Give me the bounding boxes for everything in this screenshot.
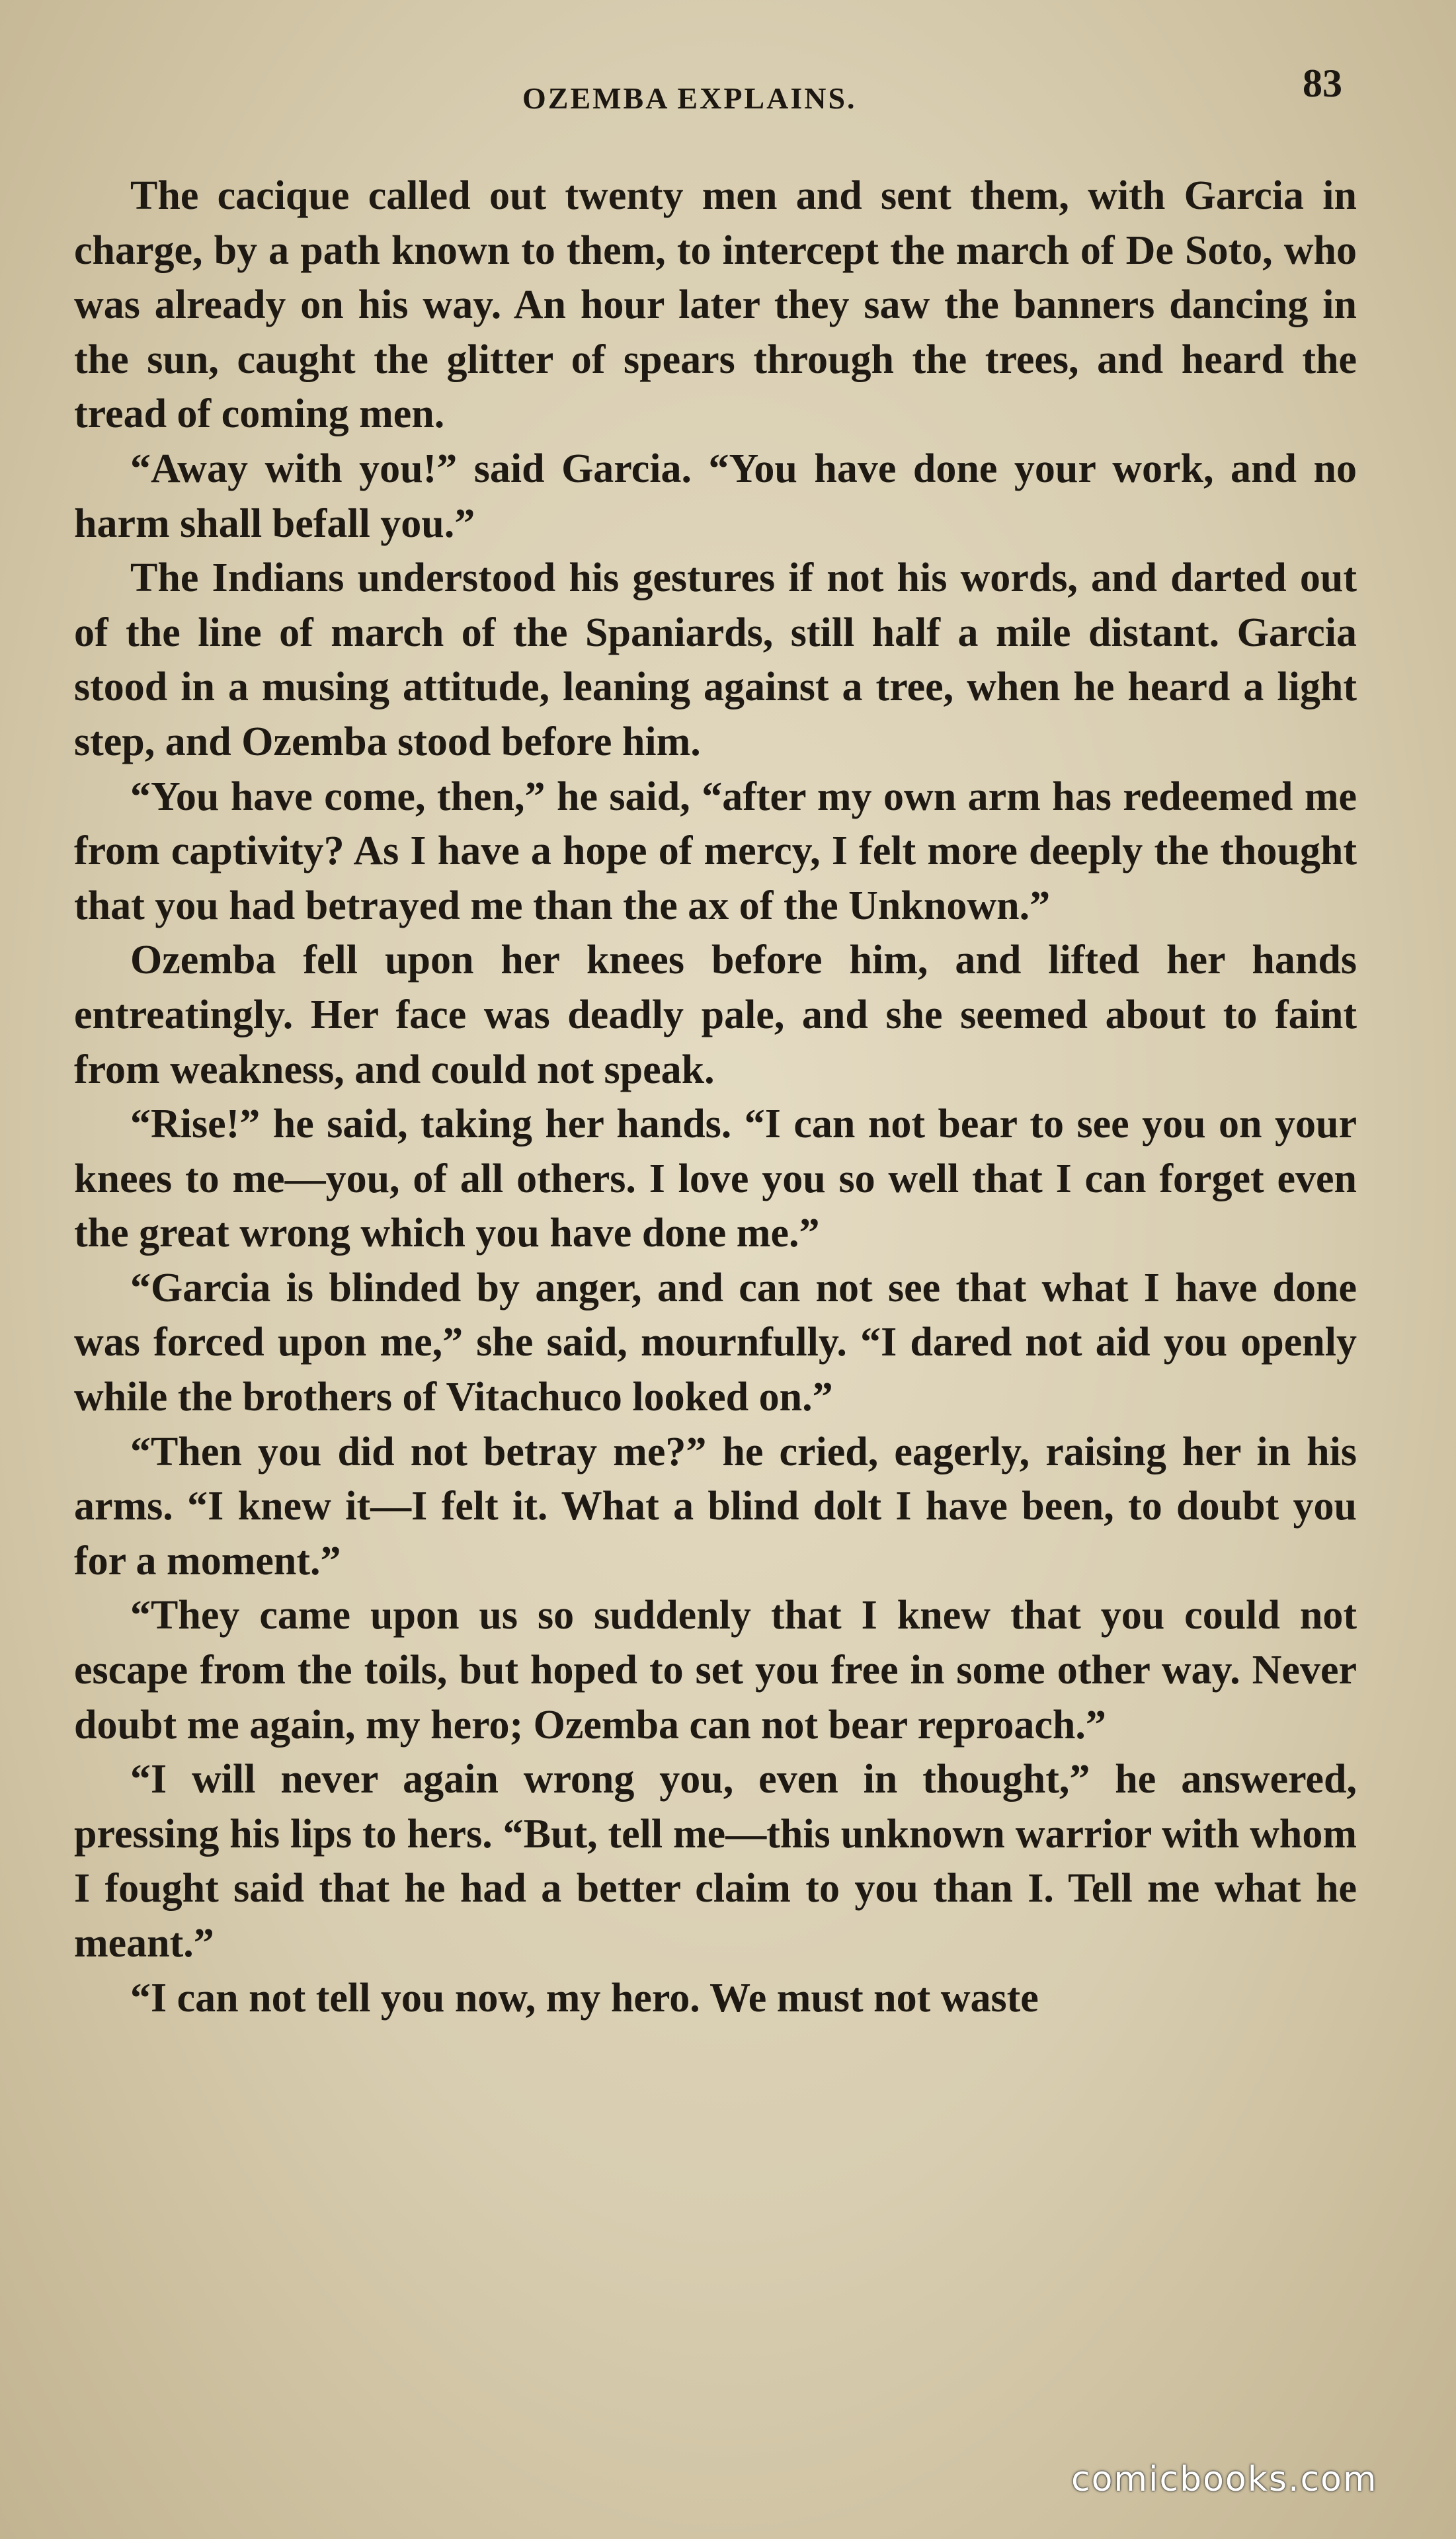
page-header [0, 61, 1456, 134]
paragraph: “Then you did not betray me?” he cried, eagerly, raising her in his arms. “I knew it—I felt it. What a blind dolt I have been, to doubt you for a moment.” [74, 1429, 1357, 1584]
body-text [74, 169, 1357, 2025]
paragraph: “They came upon us so suddenly that I knew that you could not escape from the toils, but hoped to set you free in some other way. Never doubt me again, my hero; Ozemba can not bear reproach.” [74, 1593, 1357, 1748]
paragraph: “Away with you!” said Garcia. “You have done your work, and no harm shall befall you.” [74, 446, 1357, 546]
paragraph: The Indians understood his gestures if not his words, and darted out of the line of march of the Spaniards, still half a mile distant. Garcia stood in a musing attitude, leaning against a tree, when he heard a light step, and Ozemba stood before him. [74, 555, 1357, 764]
watermark: comicbooks.com [1071, 2460, 1378, 2499]
running-head: OZEMBA EXPLAINS. [522, 81, 857, 115]
paragraph: “Rise!” he said, taking her hands. “I can not bear to see you on your knees to me—you, of all others. I love you so well that I can forget even the great wrong which you have done me.” [74, 1102, 1357, 1256]
paragraph: “I can not tell you now, my hero. We must not waste [130, 1975, 1039, 2021]
paragraph: Ozemba fell upon her knees before him, and lifted her hands entreatingly. Her face was deadly pale, and she seemed about to faint from weakness, and could not speak. [74, 938, 1357, 1092]
paragraph: “Garcia is blinded by anger, and can not see that what I have done was forced upon me,” she said, mournfully. “I dared not aid you openly while the brothers of Vitachuco looked on.” [74, 1265, 1357, 1420]
paragraph: The cacique called out twenty men and sent them, with Garcia in charge, by a path known to them, to intercept the march of De Soto, who was already on his way. An hour later they saw the banners dancing in the sun, caught the glitter of spears through the trees, and heard the tread of coming men. [74, 173, 1357, 437]
paragraph: “You have come, then,” he said, “after my own arm has redeemed me from captivity? As I have a hope of mercy, I felt more deeply the thought that you had betrayed me than the ax of the Unknown.” [74, 774, 1357, 928]
paragraph: “I will never again wrong you, even in thought,” he answered, pressing his lips to hers. “But, tell me—this unknown warrior with whom I fought said that he had a better claim to you than I. Tell me what he meant.” [74, 1757, 1357, 1966]
page-number: 83 [1303, 61, 1342, 105]
